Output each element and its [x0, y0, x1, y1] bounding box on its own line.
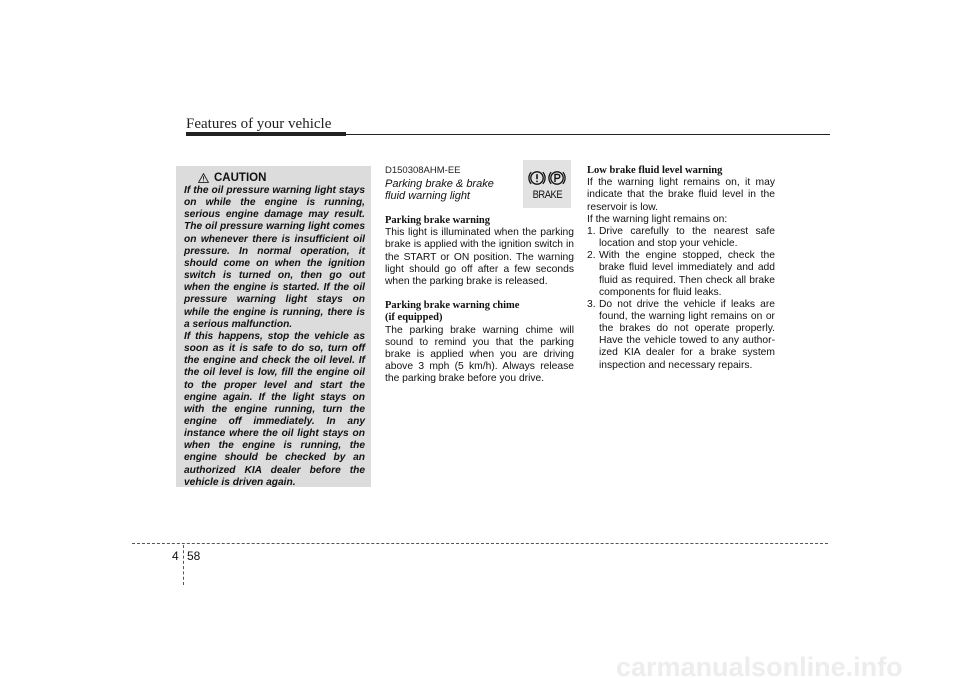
low-brake-fluid-heading: Low brake fluid level warning: [587, 165, 723, 176]
subsection-heading-parking-brake: Parking brake warning: [385, 215, 491, 226]
step-text: With the engine stopped, check the brake fluid level immediately and add fluid as required. Then check all brake components for fluid leaks.: [599, 250, 775, 298]
warning-triangle-icon: [198, 173, 209, 183]
brake-icon-label: BRAKE: [532, 188, 562, 201]
footer-divider: [183, 545, 184, 585]
step-text: Do not drive the vehicle if leaks are found, the warning light remains on or the brakes do not operate properly. Have the vehicle towed to any authorized KIA dealer for a brake system inspection and necessary repairs.: [599, 298, 775, 371]
step-text: Drive carefully to the nearest safe location and stop your vehicle.: [599, 225, 775, 250]
section-title: Parking brake & brake fluid warning light: [385, 178, 494, 202]
caution-paragraph-1: If the oil pressure warning light stays on while the engine is running, serious engine damage may result. The oil pressure warning light comes on whenever there is insufficient oil pressure. In normal operation, it should come on when the ignition switch is turned on, then go out when the engine is started. If the oil pressure warning light stays on while the engine is running, there is a serious malfunction.: [184, 185, 365, 330]
page-header-title: Features of your vehicle: [186, 116, 332, 132]
watermark: carmanualsonline.info: [616, 652, 903, 678]
low-brake-fluid-lead: If the warning light remains on:: [587, 213, 728, 225]
right-column: [587, 165, 775, 372]
list-item: [587, 226, 775, 250]
header-rule-thick: [186, 132, 346, 136]
list-item: [587, 299, 775, 372]
chapter-number: 4: [172, 549, 179, 563]
caution-box: [176, 166, 371, 487]
low-brake-fluid-intro: If the warning light remains on, it may indicate that the brake fluid level in the reservoir is low.: [587, 177, 775, 213]
subsection-heading-chime-equipped: (if equipped): [385, 312, 443, 324]
subsection-text-parking-brake: This light is illuminated when the parking brake is applied with the ignition switch in the START or ON position. The warning light should go off after a few seconds when the parking brake is released.: [385, 227, 574, 287]
brake-symbols-icon: [527, 168, 567, 188]
brake-warning-icon: [523, 160, 571, 208]
list-item: [587, 250, 775, 299]
section-code: D150308AHM-EE: [385, 165, 461, 176]
step-number: 3.: [587, 298, 596, 310]
subsection-text-chime: The parking brake warning chime will sound to remind you that the parking brake is applied when you are driving above 3 mph (5 km/h). Always release the parking brake before you drive.: [385, 324, 574, 385]
header-rule-thin: [346, 134, 830, 135]
page-number: 58: [187, 549, 201, 563]
steps-list: [587, 226, 775, 372]
caution-paragraph-2: If this happens, stop the vehicle as soon as it is safe to do so, turn off the engine and check the oil level. If the oil level is low, fill the engine oil to the proper level and start the engine again. If the light stays on with the engine running, turn the engine off immediately. In any instance where the oil light stays on when the engine is running, the engine should be checked by an authorized KIA dealer before the vehicle is driven again.: [184, 330, 365, 488]
subsection-heading-chime: Parking brake warning chime: [385, 300, 520, 312]
caution-title: CAUTION: [214, 172, 267, 184]
step-number: 1.: [587, 225, 596, 237]
caution-header: [198, 172, 365, 184]
step-number: 2.: [587, 250, 596, 262]
footer-rule: [132, 543, 828, 544]
